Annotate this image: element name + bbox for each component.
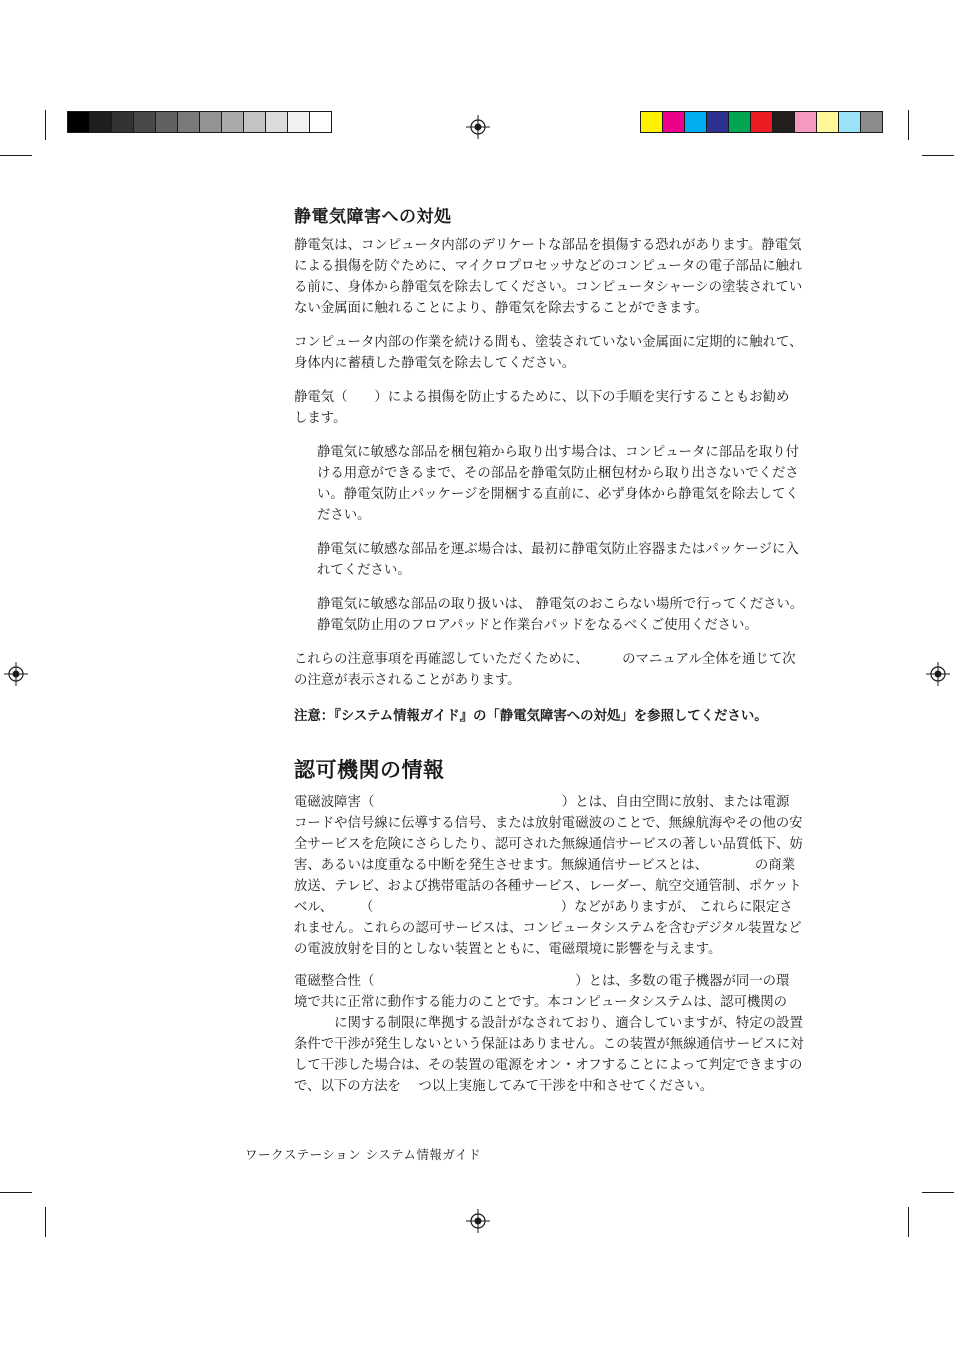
- color-swatch: [266, 112, 288, 132]
- color-swatch: [112, 112, 134, 132]
- color-swatch: [707, 112, 729, 132]
- paragraph: 電磁整合性（ ）とは、多数の電子機器が同一の環 境で共に正常に動作する能力のことです。本コンピュータシステムは、認可機関の に関する制限に準拠する設計がなされており、適合していますが、特定の設置 条件で干渉が発生しないという保証はありません。この装置が無線通信サービスに対 して干渉した場合は、その装置の電源をオン・オフすることによって判定できますの で、以下の方法を つ以上実施してみて干渉を中和させてください。: [294, 974, 804, 1094]
- paragraph: これらの注意事項を再確認していただくために、 のマニュアル全体を通じて次 の注意が表示されることがあります。: [294, 652, 796, 688]
- color-swatch: [685, 112, 707, 132]
- crop-mark: [45, 110, 46, 140]
- section-heading-esd: 静電気障害への対処: [294, 207, 452, 227]
- paragraph: 静電気（ ）による損傷を防止するために、以下の手順を実行することもお勧め します。: [294, 390, 790, 426]
- crop-mark: [0, 155, 32, 156]
- color-swatch: [200, 112, 222, 132]
- color-swatch: [663, 112, 685, 132]
- crop-mark: [0, 1192, 32, 1193]
- color-swatch: [751, 112, 773, 132]
- crop-mark: [908, 1207, 909, 1237]
- color-swatch: [861, 112, 882, 132]
- list-item: 静電気に敏感な部品を運ぶ場合は、最初に静電気防止容器またはパッケージに入 れてください。: [317, 542, 799, 578]
- registration-mark-left-icon: [4, 662, 28, 686]
- color-swatch: [795, 112, 817, 132]
- color-swatch: [178, 112, 200, 132]
- crop-mark: [922, 1192, 954, 1193]
- color-swatch: [156, 112, 178, 132]
- color-swatch: [839, 112, 861, 132]
- color-swatch: [288, 112, 310, 132]
- color-swatch: [773, 112, 795, 132]
- registration-mark-top-icon: [466, 115, 490, 139]
- paragraph: 電磁波障害（ ）とは、自由空間に放射、または電源 コードや信号線に伝導する信号、または放射電磁波のことで、無線航海やその他の安 全サービスを危険にさらしたり、認可された無線通信サービスの著しい品質低下、妨 害、あるいは度重なる中断を発生させます。無線通信サービスとは、 の商業 放送、テレビ、および携帯電話の各種サービス、レーダー、航空交通管制、ポケット ベル、 （ ）などがありますが、 これらに限定さ れません。これらの認可サービスは、コンピュータシステムを含むデジタル装置など の電波放射を目的としない装置とともに、電磁環境に影響を与えます。: [294, 795, 803, 957]
- color-swatch: [134, 112, 156, 132]
- paragraph: コンピュータ内部の作業を続ける間も、塗装されていない金属面に定期的に触れて、 身体内に蓄積した静電気を除去してください。: [294, 335, 803, 371]
- color-swatch: [244, 112, 266, 132]
- paragraph: 静電気は、コンピュータ内部のデリケートな部品を損傷する恐れがあります。静電気 による損傷を防ぐために、マイクロプロセッサなどのコンピュータの電子部品に触れ る前に、身体から静電気を除去してください。コンピュータシャーシの塗装されてい ない金属面に触れることにより、静電気を除去することができます。: [294, 238, 803, 316]
- color-swatch: [90, 112, 112, 132]
- grayscale-calibration-bar: [67, 111, 332, 133]
- page-footer: ワークステーション システム情報ガイド: [245, 1147, 481, 1162]
- color-swatch: [729, 112, 751, 132]
- crop-mark: [45, 1207, 46, 1237]
- color-swatch: [222, 112, 244, 132]
- crop-mark: [908, 110, 909, 140]
- color-swatch: [641, 112, 663, 132]
- crop-mark: [922, 155, 954, 156]
- color-swatch: [310, 112, 331, 132]
- registration-mark-bottom-icon: [466, 1209, 490, 1233]
- color-swatch: [68, 112, 90, 132]
- caution-note: 注意：『システム情報ガイド』の「静電気障害への対処」を参照してください。: [294, 709, 768, 724]
- color-swatch: [817, 112, 839, 132]
- section-heading-regulatory: 認可機関の情報: [294, 758, 445, 782]
- list-item: 静電気に敏感な部品を梱包箱から取り出す場合は、コンピュータに部品を取り付 ける用意ができるまで、その部品を静電気防止梱包材から取り出さないでくださ い。静電気防止パッケージを開梱する直前に、必ず身体から静電気を除去してく ださい。: [317, 445, 800, 523]
- color-calibration-bar: [640, 111, 883, 133]
- registration-mark-right-icon: [926, 662, 950, 686]
- list-item: 静電気に敏感な部品の取り扱いは、 静電気のおこらない場所で行ってください。 静電気防止用のフロアパッドと作業台パッドをなるべくご使用ください。: [317, 597, 804, 633]
